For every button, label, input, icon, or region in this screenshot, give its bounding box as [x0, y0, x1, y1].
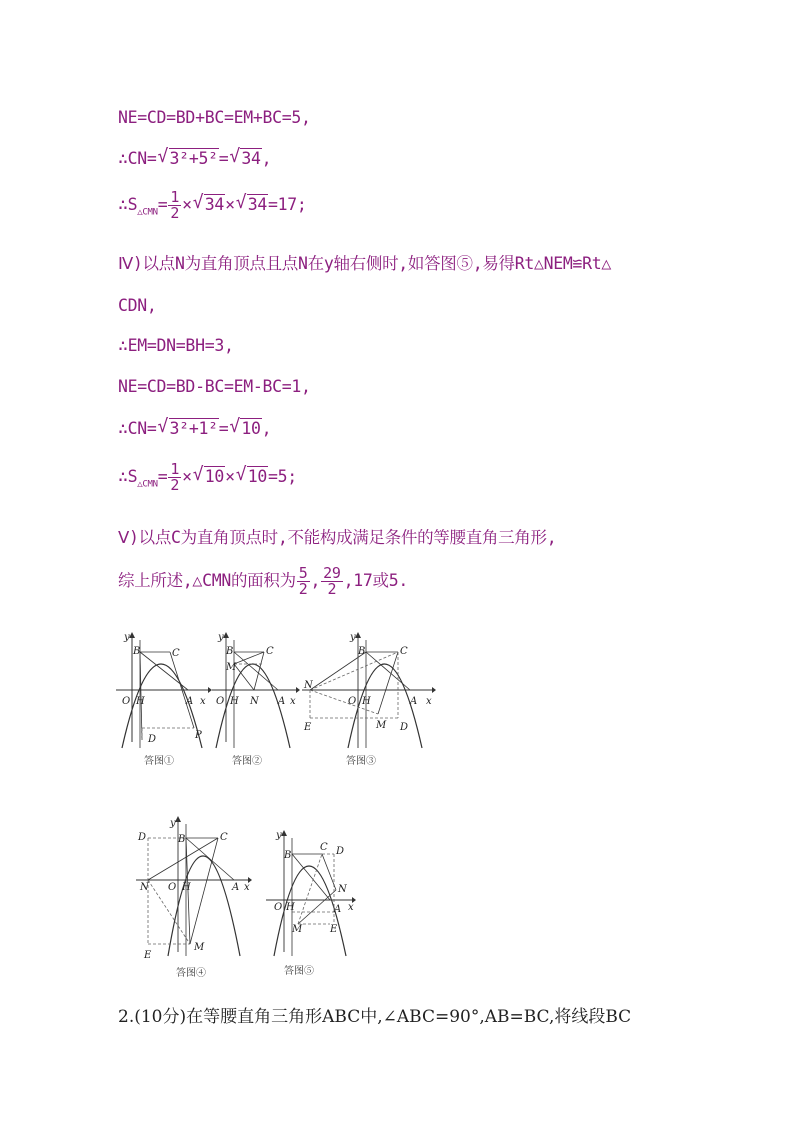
sqrt-expression: [158, 418, 219, 438]
figure-caption: 答图②: [232, 756, 262, 767]
fraction: [297, 566, 310, 597]
label-M: M: [226, 662, 237, 673]
label-O: O: [216, 696, 225, 707]
label-H: H: [286, 902, 295, 913]
label-A: A: [278, 696, 286, 707]
text-segment: =: [218, 149, 229, 168]
label-B: B: [178, 834, 186, 845]
label-H: H: [182, 882, 191, 893]
text-segment: =: [157, 467, 168, 486]
solution-line-10: Ⅴ)以点C为直角顶点时,不能构成满足条件的等腰直角三角形,: [118, 528, 557, 547]
label-x: x: [200, 696, 206, 707]
label-O: O: [122, 696, 131, 707]
text-segment: ∴S: [118, 195, 138, 214]
text-segment: ,: [261, 419, 272, 438]
question-text: 2.(10分)在等腰直角三角形ABC中,∠ABC=90°,AB=BC,将线段BC: [118, 1007, 632, 1027]
radicand: 34: [247, 195, 267, 214]
figure-caption: 答图④: [176, 968, 206, 979]
label-A: A: [410, 696, 418, 707]
fraction: [321, 566, 342, 597]
label-A: A: [334, 904, 342, 915]
solution-line-2: [118, 148, 271, 168]
subscript: △CMN: [137, 479, 158, 490]
figure-answer-2: [208, 630, 300, 770]
label-E: E: [330, 924, 338, 935]
text-segment: ×: [182, 195, 192, 214]
label-B: B: [226, 646, 234, 657]
text-segment: ×: [225, 467, 235, 486]
label-B: B: [133, 646, 141, 657]
label-H: H: [362, 696, 371, 707]
label-C: C: [320, 842, 328, 853]
label-x: x: [426, 696, 432, 707]
numerator: 29: [323, 564, 341, 582]
sqrt-expression: [193, 466, 225, 486]
label-M: M: [292, 924, 303, 935]
numerator: 5: [298, 564, 308, 582]
figure-caption: 答图③: [346, 756, 376, 767]
label-E: E: [144, 950, 152, 961]
label-O: O: [348, 696, 357, 707]
label-M: M: [376, 720, 387, 731]
label-D: D: [400, 722, 409, 733]
text-segment: =5;: [267, 467, 297, 486]
label-A: A: [232, 882, 240, 893]
text-segment: ∴CN=: [118, 419, 157, 438]
denominator: 2: [298, 580, 308, 598]
label-y: y: [350, 632, 356, 643]
label-N: N: [140, 882, 149, 893]
label-D: D: [336, 846, 345, 857]
text-segment: ∴CN=: [118, 149, 157, 168]
label-E: E: [304, 722, 312, 733]
label-P: P: [195, 730, 202, 741]
sqrt-expression: [193, 194, 225, 214]
text-segment: ,17或5.: [343, 571, 408, 590]
text-segment: ,: [261, 149, 272, 168]
solution-line-1: NE=CD=BD+BC=EM+BC=5,: [118, 108, 311, 127]
sqrt-expression: [158, 148, 219, 168]
radicand: 10: [247, 467, 267, 486]
solution-line-6: ∴EM=DN=BH=3,: [118, 336, 234, 355]
radicand: 3²+5²: [169, 149, 218, 168]
label-y: y: [170, 818, 176, 829]
label-x: x: [244, 882, 250, 893]
text-segment: ×: [225, 195, 235, 214]
sqrt-expression: [236, 194, 268, 214]
denominator: 2: [170, 476, 180, 494]
label-y: y: [124, 632, 130, 643]
fraction: [168, 462, 181, 493]
solution-line-11: [118, 566, 408, 597]
sqrt-expression: [229, 148, 261, 168]
numerator: 1: [170, 188, 180, 206]
solution-line-7: NE=CD=BD-BC=EM-BC=1,: [118, 377, 311, 396]
text-segment: =: [218, 419, 229, 438]
label-O: O: [168, 882, 177, 893]
text-segment: ×: [182, 467, 192, 486]
label-y: y: [218, 632, 224, 643]
radicand: 10: [204, 467, 225, 486]
text-segment: =: [157, 195, 168, 214]
radicand: 34: [241, 149, 261, 168]
figure-answer-3: [298, 630, 438, 770]
text-segment: ,: [310, 571, 321, 590]
label-N: N: [304, 680, 313, 691]
radicand: 3²+1²: [169, 419, 218, 438]
solution-line-4: Ⅳ)以点N为直角顶点且点N在y轴右侧时,如答图⑤,易得Rt△NEM≌Rt△: [118, 254, 612, 273]
label-C: C: [400, 646, 408, 657]
label-O: O: [274, 902, 283, 913]
text-segment: =17;: [267, 195, 307, 214]
sqrt-expression: [236, 466, 268, 486]
solution-line-3: [118, 190, 307, 221]
figure-caption: 答图①: [144, 756, 174, 767]
denominator: 2: [170, 204, 180, 222]
label-N: N: [338, 884, 347, 895]
fraction: [168, 190, 181, 221]
label-N: N: [250, 696, 259, 707]
denominator: 2: [321, 581, 342, 597]
label-C: C: [266, 646, 274, 657]
label-x: x: [348, 902, 354, 913]
text-segment: 综上所述,△CMN的面积为: [118, 571, 296, 590]
label-C: C: [220, 832, 228, 843]
label-M: M: [194, 942, 205, 953]
label-B: B: [358, 646, 366, 657]
label-C: C: [172, 648, 180, 659]
figure-answer-4: [134, 816, 254, 982]
radicand: 10: [241, 419, 261, 438]
text-segment: ∴S: [118, 467, 138, 486]
sqrt-expression: [229, 418, 261, 438]
label-D: D: [138, 832, 147, 843]
label-H: H: [230, 696, 239, 707]
label-D: D: [148, 734, 157, 745]
label-H: H: [136, 696, 145, 707]
solution-line-8: [118, 418, 271, 438]
label-A: A: [186, 696, 194, 707]
label-x: x: [290, 696, 296, 707]
figure-answer-1: [112, 630, 212, 770]
label-y: y: [276, 830, 282, 841]
radicand: 34: [204, 195, 225, 214]
solution-line-5: CDN,: [118, 296, 157, 315]
figure-answer-5: [264, 828, 360, 980]
label-B: B: [284, 850, 292, 861]
numerator: 1: [170, 460, 180, 478]
solution-line-9: [118, 462, 297, 493]
figure-caption: 答图⑤: [284, 966, 314, 977]
subscript: △CMN: [137, 207, 158, 218]
